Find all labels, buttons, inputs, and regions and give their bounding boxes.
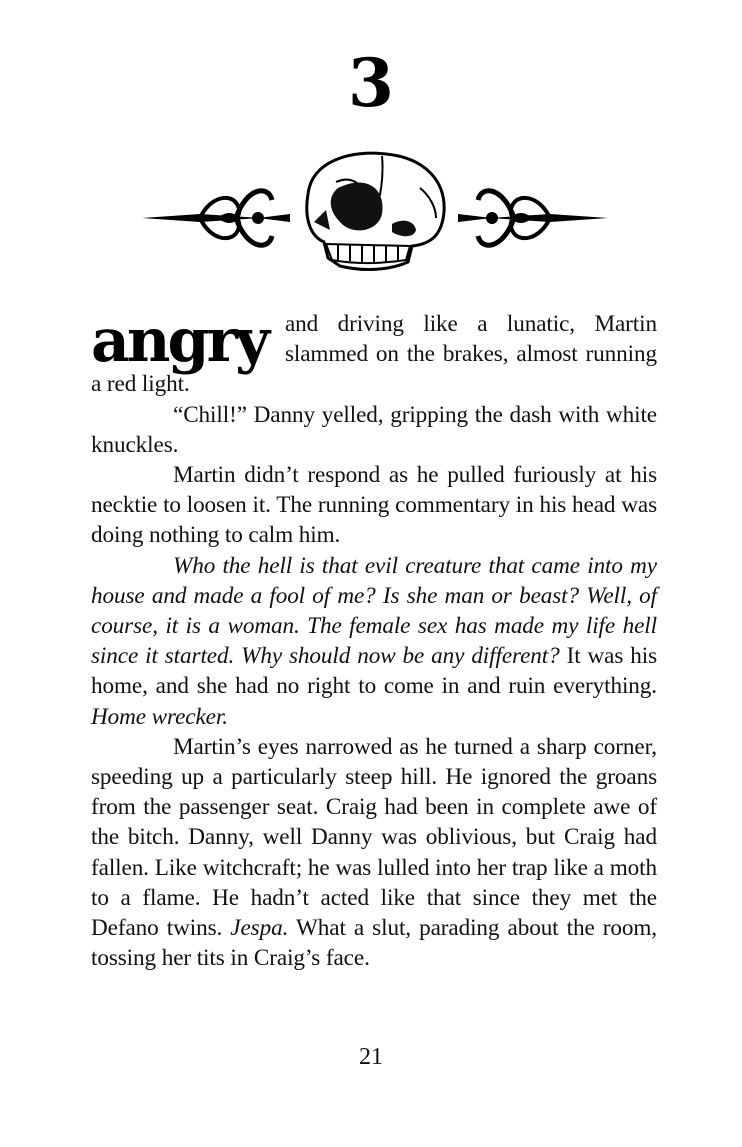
paragraph-1-text: and driving like a lunatic, Martin slammed on the brakes, almost running a red light. — [91, 311, 657, 398]
paragraph-4 — [91, 551, 657, 732]
paragraph-5-text-b: What a slut, parading about the room, tossing her tits in Craig’s face. — [91, 915, 657, 972]
inner-thought: Who the hell is that evil creature that came into my house and made a fool of me? Is she man or beast? Well, of course, it is a woman. The female sex has made my life hell since it started. Why should now be any different? — [91, 552, 657, 670]
page-number: 21 — [359, 1044, 383, 1070]
inner-thought-end: Home wrecker. — [91, 703, 228, 730]
paragraph-4-text: It was his home, and she had no right to come in and ruin everything. — [91, 643, 658, 700]
paragraph-5 — [91, 732, 657, 974]
left-flourish-icon — [142, 191, 290, 245]
italic-name: Jespa. — [230, 915, 289, 942]
right-flourish-icon — [458, 191, 608, 245]
chapter-text — [91, 306, 658, 973]
chapter-number: 3 — [348, 44, 394, 122]
skull-icon — [307, 153, 444, 269]
drop-cap-word: angry — [91, 306, 267, 376]
paragraph-1 — [91, 306, 657, 400]
paragraph-3: Martin didn’t respond as he pulled furiously at his necktie to loosen it. The running commentary in his head was doing nothing to calm him. — [91, 462, 657, 549]
paragraph-2: “Chill!” Danny yelled, gripping the dash with white knuckles. — [91, 401, 657, 458]
skull-ornament — [140, 148, 610, 278]
paragraph-5-text-a: Martin’s eyes narrowed as he turned a sharp corner, speeding up a particularly steep hill. He ignored the groans from the passenger seat. Craig had been in complete awe of the bitch. Danny, well Danny was oblivious, but Craig had fallen. Like witchcraft; he was lulled into her trap like a moth to a flame. He hadn’t acted like that since they met the Defano twins. — [91, 733, 657, 942]
